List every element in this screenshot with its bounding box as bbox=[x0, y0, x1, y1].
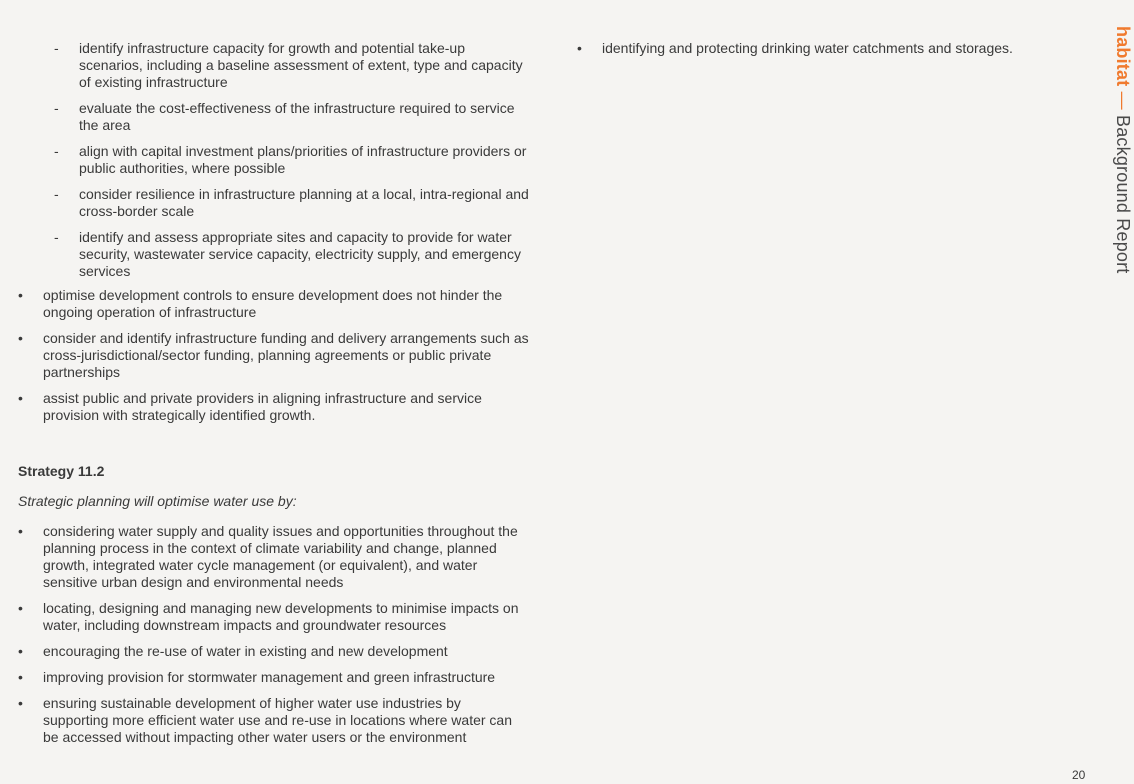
page-number: 20 bbox=[1072, 768, 1086, 782]
bullet-marker: • bbox=[18, 695, 23, 711]
list-item-text: ensuring sustainable development of higher water use industries by supporting more efficient water use and re-use in locations where water can be accessed without impacting other water users or the environment bbox=[43, 695, 512, 745]
list-item bbox=[18, 523, 530, 591]
bullet-marker: • bbox=[18, 669, 23, 685]
dash-marker: - bbox=[54, 100, 59, 116]
brand-name: habitat bbox=[1113, 26, 1133, 87]
list-item-text: locating, designing and managing new developments to minimise impacts on water, including downstream impacts and groundwater resources bbox=[43, 600, 519, 633]
list-item-text: evaluate the cost-effectiveness of the infrastructure required to service the area bbox=[79, 100, 515, 133]
bullet-marker: • bbox=[18, 287, 23, 303]
report-title: Background Report bbox=[1113, 115, 1133, 274]
list-item-text: optimise development controls to ensure development does not hinder the ongoing operation of infrastructure bbox=[43, 287, 503, 320]
list-item bbox=[18, 695, 530, 746]
list-item-text: consider and identify infrastructure funding and delivery arrangements such as cross-jurisdictional/sector funding, planning agreements or public private partnerships bbox=[43, 330, 529, 380]
list-item-text: encouraging the re-use of water in existing and new development bbox=[43, 643, 448, 659]
dash-marker: - bbox=[54, 143, 59, 159]
bullet-marker: • bbox=[18, 600, 23, 616]
list-item-text: assist public and private providers in aligning infrastructure and service provision with strategically identified growth. bbox=[43, 390, 482, 423]
list-item-text: improving provision for stormwater management and green infrastructure bbox=[43, 669, 496, 685]
strategy-list bbox=[18, 523, 530, 755]
list-item bbox=[54, 229, 530, 280]
dash-marker: - bbox=[54, 229, 59, 245]
list-item bbox=[18, 287, 530, 321]
brand-separator: — bbox=[1113, 91, 1133, 110]
right-column bbox=[577, 40, 1057, 66]
list-item-text: considering water supply and quality issues and opportunities throughout the planning process in the context of climate variability and change, planned growth, integrated water cycle management (or equivalent), and water sensitive urban design and environmental needs bbox=[43, 523, 518, 590]
list-item bbox=[18, 390, 530, 424]
brand-sidebar bbox=[1112, 26, 1134, 274]
dash-marker: - bbox=[54, 186, 59, 202]
list-item-text: consider resilience in infrastructure planning at a local, intra-regional and cross-border scale bbox=[79, 186, 529, 219]
bullet-list bbox=[577, 40, 1057, 57]
list-item-text: align with capital investment plans/priorities of infrastructure providers or public authorities, where possible bbox=[79, 143, 527, 176]
list-item-text: identify infrastructure capacity for growth and potential take-up scenarios, including a baseline assessment of extent, type and capacity of existing infrastructure bbox=[79, 40, 523, 90]
bullet-list bbox=[18, 287, 530, 424]
strategy-intro: Strategic planning will optimise water use by: bbox=[18, 493, 297, 509]
list-item bbox=[18, 669, 530, 686]
list-item bbox=[54, 100, 530, 134]
strategy-heading: Strategy 11.2 bbox=[18, 463, 105, 479]
bullet-marker: • bbox=[18, 330, 23, 346]
list-item-text: identifying and protecting drinking water catchments and storages. bbox=[602, 40, 1013, 56]
list-item bbox=[18, 600, 530, 634]
list-item bbox=[54, 143, 530, 177]
bullet-marker: • bbox=[18, 523, 23, 539]
dash-list bbox=[54, 40, 530, 280]
list-item bbox=[577, 40, 1057, 57]
list-item-text: identify and assess appropriate sites and capacity to provide for water security, wastewater service capacity, electricity supply, and emergency services bbox=[79, 229, 521, 279]
list-item bbox=[54, 186, 530, 220]
bullet-marker: • bbox=[18, 390, 23, 406]
bullet-marker: • bbox=[18, 643, 23, 659]
bullet-marker: • bbox=[577, 40, 582, 56]
left-column bbox=[18, 40, 530, 433]
dash-marker: - bbox=[54, 40, 59, 56]
list-item bbox=[18, 643, 530, 660]
list-item bbox=[54, 40, 530, 91]
list-item bbox=[18, 330, 530, 381]
